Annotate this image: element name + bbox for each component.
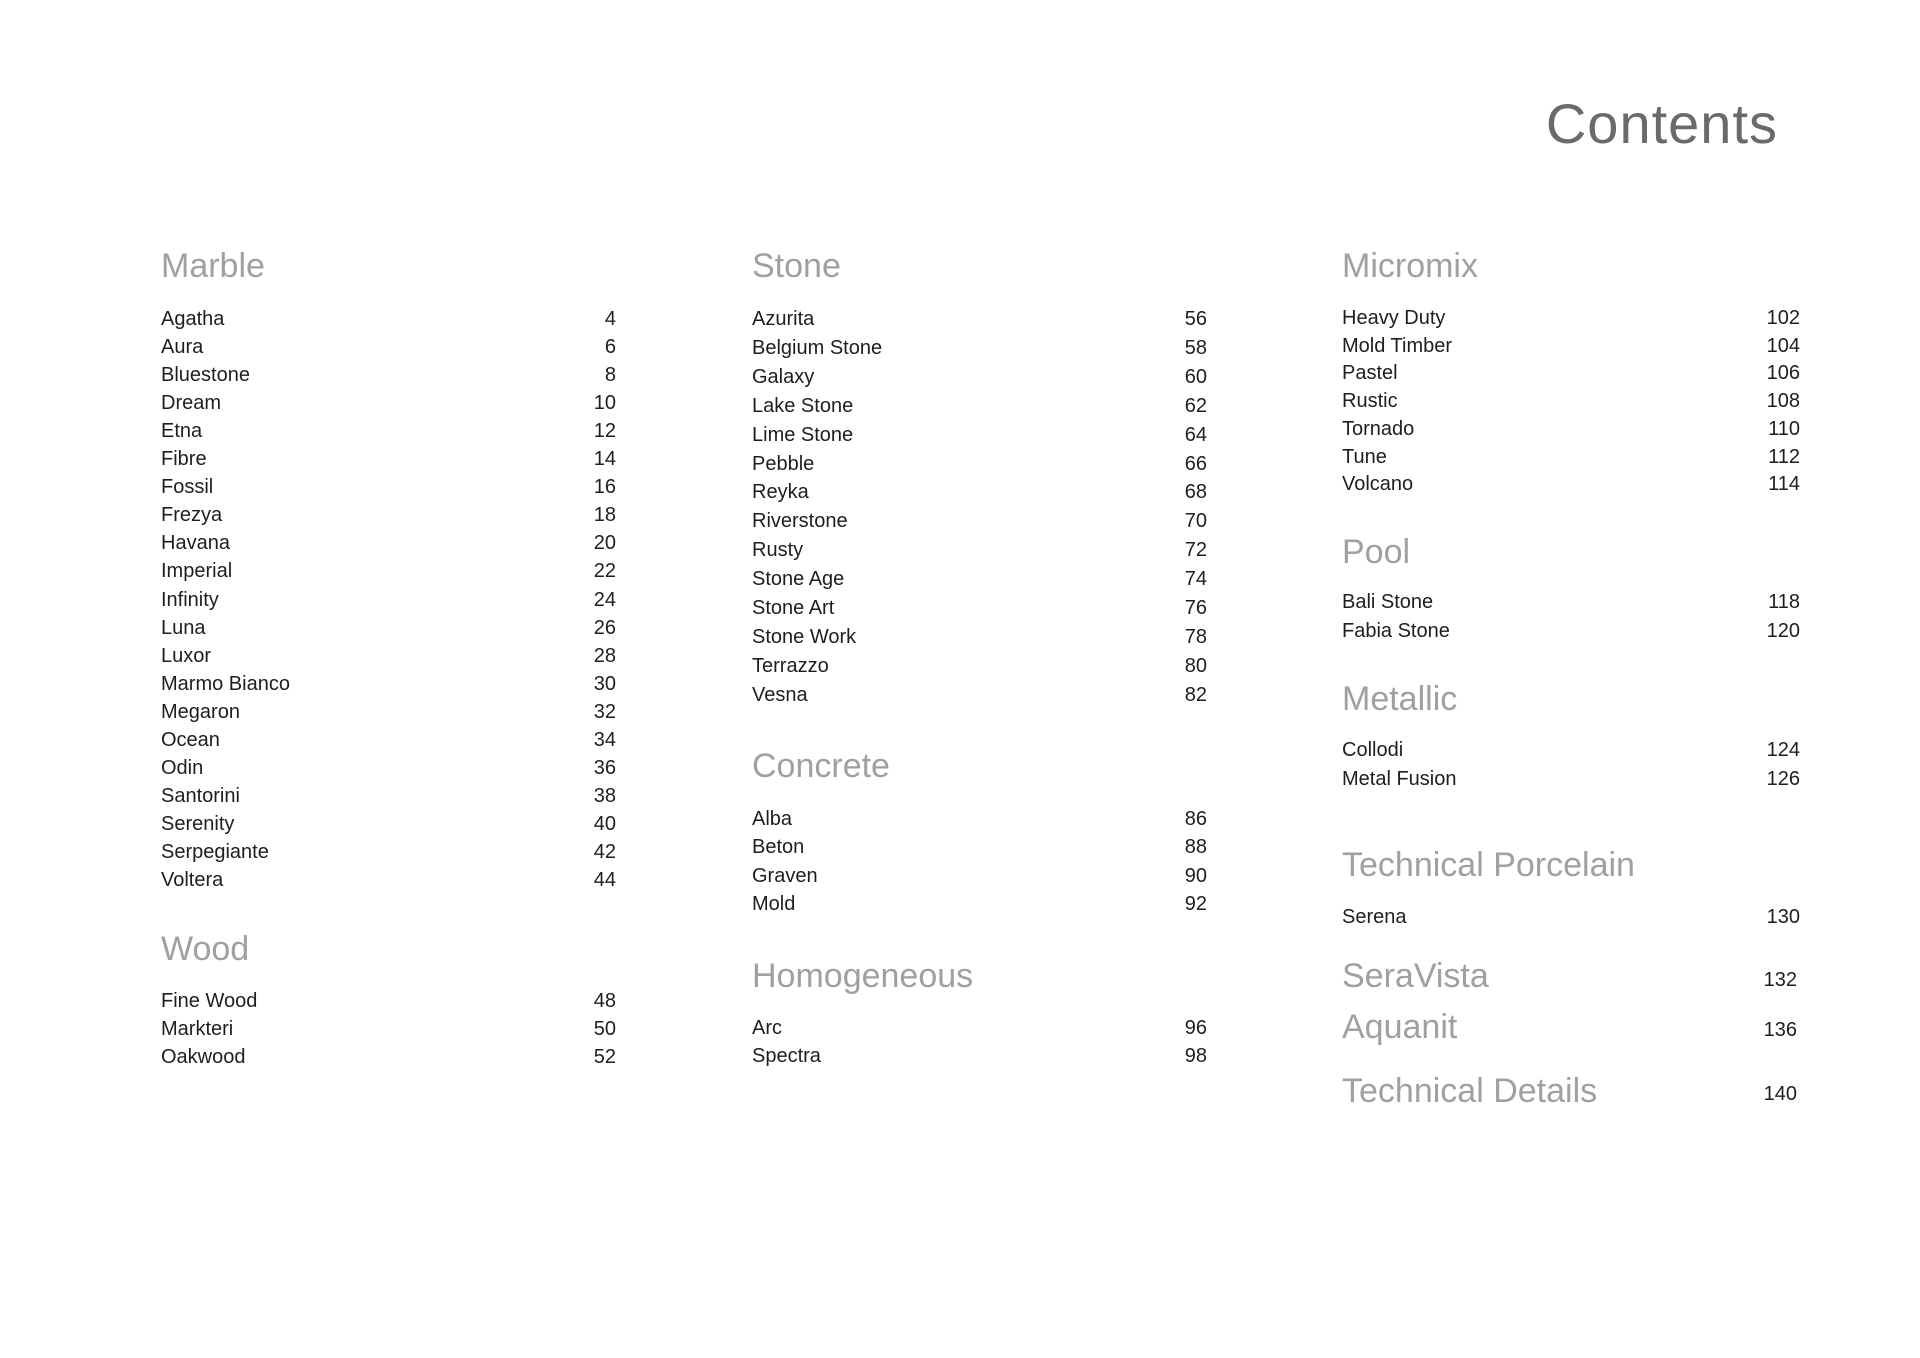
entry-page-number: 74 <box>1184 568 1207 591</box>
entry-name: Fossil <box>161 476 214 499</box>
entry-name: Riverstone <box>752 510 848 533</box>
toc-entry[interactable] <box>161 782 616 810</box>
entry-page-number: 8 <box>604 364 616 387</box>
entry-page-number: 24 <box>593 588 616 611</box>
entry-page-number: 90 <box>1184 864 1207 887</box>
toc-entry[interactable] <box>752 305 1207 333</box>
entry-page-number: 40 <box>593 812 616 835</box>
toc-entry[interactable] <box>1342 415 1800 443</box>
entry-name: Dream <box>161 392 222 415</box>
section-heading-marble: Marble <box>161 247 265 285</box>
toc-entry[interactable] <box>161 557 616 585</box>
entry-name: Beton <box>752 836 805 859</box>
entry-page-number: 4 <box>604 308 616 330</box>
entry-page-number: 96 <box>1184 1017 1207 1039</box>
toc-entry[interactable] <box>752 652 1207 680</box>
toc-entry[interactable] <box>161 838 616 866</box>
entry-page-number: 12 <box>593 420 616 443</box>
toc-entry[interactable] <box>1342 617 1800 645</box>
entry-name: Terrazzo <box>752 654 829 677</box>
entry-name: Lime Stone <box>752 423 854 446</box>
entry-page-number: 76 <box>1184 597 1207 619</box>
entry-name: Havana <box>161 532 230 555</box>
entry-page-number: 36 <box>593 756 616 779</box>
entry-page-number: 118 <box>1768 591 1800 613</box>
toc-entry[interactable] <box>161 333 616 361</box>
entry-page-number: 28 <box>593 644 616 667</box>
entry-page-number: 50 <box>593 1018 616 1040</box>
entry-name: Volcano <box>1342 473 1414 496</box>
toc-entry[interactable] <box>1342 332 1800 360</box>
entry-name: Vesna <box>752 683 808 706</box>
entry-page-number: 80 <box>1184 654 1207 677</box>
entry-page-number: 112 <box>1768 445 1800 468</box>
entry-page-number: 106 <box>1766 362 1800 385</box>
entry-page-number: 62 <box>1184 394 1207 417</box>
toc-entry[interactable] <box>161 1043 616 1071</box>
entry-page-number: 124 <box>1766 739 1800 761</box>
entry-page-number: 16 <box>593 476 616 499</box>
entry-page-number: 58 <box>1184 336 1207 359</box>
entry-name: Mold <box>752 893 796 916</box>
toc-entry[interactable] <box>752 805 1207 833</box>
toc-entry[interactable] <box>752 862 1207 890</box>
toc-entry[interactable] <box>752 478 1207 506</box>
toc-entry[interactable] <box>161 473 616 501</box>
page-title: Contents <box>1545 92 1778 155</box>
entry-page-number: 82 <box>1184 683 1207 706</box>
entry-name: Metal Fusion <box>1342 767 1457 790</box>
entry-page-number: 104 <box>1766 334 1800 357</box>
entry-name: Bluestone <box>161 364 250 387</box>
entry-name: Arc <box>752 1017 782 1039</box>
toc-entry[interactable] <box>161 529 616 557</box>
entry-name: Graven <box>752 864 818 887</box>
entry-page-number: 22 <box>593 560 616 583</box>
entry-page-number: 64 <box>1184 423 1207 446</box>
entry-page-number: 114 <box>1768 473 1800 496</box>
toc-entry[interactable] <box>752 833 1207 861</box>
entry-name: Stone Art <box>752 597 835 619</box>
toc-entry[interactable] <box>161 361 616 389</box>
entry-name: Stone Work <box>752 625 857 648</box>
entry-page-number: 14 <box>593 448 616 471</box>
toc-entry[interactable] <box>1342 765 1800 793</box>
entry-name: Pastel <box>1342 362 1398 385</box>
section-heading-metallic: Metallic <box>1342 680 1458 718</box>
toc-entry[interactable] <box>161 726 616 754</box>
toc-entry[interactable] <box>752 565 1207 593</box>
toc-entry[interactable] <box>161 417 616 445</box>
section-heading-aquanit[interactable]: Aquanit <box>1342 1008 1458 1046</box>
entry-name: Serena <box>1342 906 1407 928</box>
toc-entry[interactable] <box>752 890 1207 918</box>
entry-name: Luxor <box>161 644 212 667</box>
entry-name: Fibre <box>161 448 207 471</box>
entry-name: Belgium Stone <box>752 336 883 359</box>
section-heading-technical-porcelain: Technical Porcelain <box>1342 846 1635 884</box>
toc-entry[interactable] <box>161 614 616 642</box>
entry-name: Tune <box>1342 445 1387 468</box>
entry-name: Fine Wood <box>161 990 258 1012</box>
entry-name: Voltera <box>161 869 224 891</box>
entry-page-number: 108 <box>1766 390 1800 413</box>
entry-page-number: 26 <box>593 616 616 639</box>
entry-page-number: 88 <box>1184 836 1207 859</box>
toc-entry[interactable] <box>161 445 616 473</box>
toc-entry[interactable] <box>161 866 616 894</box>
entry-page-number: 66 <box>1184 452 1207 475</box>
entry-name: Galaxy <box>752 365 815 388</box>
entry-page-number: 70 <box>1184 510 1207 533</box>
section-heading-wood: Wood <box>161 930 250 968</box>
entry-name: Alba <box>752 808 793 830</box>
toc-entry[interactable] <box>1342 359 1800 387</box>
toc-entry[interactable] <box>161 670 616 698</box>
toc-entry[interactable] <box>161 586 616 614</box>
toc-entry[interactable] <box>752 363 1207 391</box>
entry-name: Oakwood <box>161 1046 246 1068</box>
section-heading-technical-details[interactable]: Technical Details <box>1342 1072 1598 1110</box>
entry-page-number: 120 <box>1766 620 1800 642</box>
toc-entry[interactable] <box>752 421 1207 449</box>
toc-entry[interactable] <box>161 1015 616 1043</box>
entry-page-number: 72 <box>1184 539 1207 562</box>
section-heading-stone: Stone <box>752 247 841 285</box>
section-heading-pool: Pool <box>1342 533 1411 571</box>
entry-page-number: 130 <box>1766 906 1800 928</box>
entry-name: Infinity <box>161 588 219 611</box>
entry-name: Serenity <box>161 812 235 835</box>
entry-name: Markteri <box>161 1018 234 1040</box>
section-heading-seravista[interactable]: SeraVista <box>1342 957 1489 995</box>
entry-name: Mold Timber <box>1342 334 1453 357</box>
entry-name: Imperial <box>161 560 233 583</box>
entry-page-number: 60 <box>1184 365 1207 388</box>
toc-entry[interactable] <box>752 623 1207 651</box>
toc-entry[interactable] <box>1342 736 1800 764</box>
toc-entry[interactable] <box>752 507 1207 535</box>
toc-entry[interactable] <box>752 536 1207 564</box>
toc-entry[interactable] <box>1342 443 1800 471</box>
toc-entry[interactable] <box>1342 588 1800 616</box>
entry-name: Agatha <box>161 308 225 330</box>
section-heading-homogeneous: Homogeneous <box>752 957 974 995</box>
section-page-number: 140 <box>1763 1083 1797 1105</box>
toc-entry[interactable] <box>161 501 616 529</box>
toc-entry[interactable] <box>752 681 1207 709</box>
entry-name: Megaron <box>161 700 240 723</box>
entry-name: Stone Age <box>752 568 845 591</box>
toc-entry[interactable] <box>752 392 1207 420</box>
entry-name: Bali Stone <box>1342 591 1434 613</box>
entry-page-number: 56 <box>1184 308 1207 330</box>
entry-name: Ocean <box>161 728 220 751</box>
entry-page-number: 48 <box>593 990 616 1012</box>
toc-entry[interactable] <box>161 987 616 1015</box>
entry-page-number: 10 <box>593 392 616 415</box>
entry-page-number: 102 <box>1766 307 1800 329</box>
entry-page-number: 42 <box>593 840 616 863</box>
entry-name: Rusty <box>752 539 804 562</box>
entry-page-number: 92 <box>1184 893 1207 916</box>
toc-entry[interactable] <box>1342 304 1800 332</box>
entry-name: Tornado <box>1342 417 1415 440</box>
entry-name: Etna <box>161 420 203 443</box>
toc-entry[interactable] <box>1342 470 1800 498</box>
entry-name: Azurita <box>752 308 815 330</box>
section-heading-concrete: Concrete <box>752 747 890 785</box>
entry-name: Heavy Duty <box>1342 307 1446 329</box>
toc-entry[interactable] <box>1342 387 1800 415</box>
entry-page-number: 20 <box>593 532 616 555</box>
entry-page-number: 52 <box>593 1046 616 1068</box>
toc-entry[interactable] <box>752 1042 1207 1070</box>
entry-page-number: 98 <box>1184 1045 1207 1067</box>
entry-page-number: 86 <box>1184 808 1207 830</box>
entry-page-number: 18 <box>593 504 616 527</box>
entry-name: Frezya <box>161 504 223 527</box>
toc-entry[interactable] <box>752 450 1207 478</box>
entry-page-number: 68 <box>1184 481 1207 504</box>
entry-page-number: 32 <box>593 700 616 723</box>
entry-page-number: 6 <box>604 336 616 359</box>
entry-page-number: 38 <box>593 784 616 807</box>
toc-entry[interactable] <box>161 698 616 726</box>
entry-name: Aura <box>161 336 204 359</box>
section-page-number: 132 <box>1763 969 1797 991</box>
toc-entry[interactable] <box>161 642 616 670</box>
section-page-number: 136 <box>1763 1019 1797 1041</box>
entry-name: Odin <box>161 756 204 779</box>
toc-entry[interactable] <box>752 334 1207 362</box>
entry-name: Luna <box>161 616 206 639</box>
entry-name: Spectra <box>752 1045 821 1067</box>
entry-name: Lake Stone <box>752 394 854 417</box>
entry-page-number: 78 <box>1184 625 1207 648</box>
entry-page-number: 44 <box>593 869 616 891</box>
entry-page-number: 110 <box>1768 417 1800 440</box>
entry-name: Pebble <box>752 452 815 475</box>
entry-name: Marmo Bianco <box>161 672 290 695</box>
entry-name: Serpegiante <box>161 840 269 863</box>
toc-entry[interactable] <box>161 389 616 417</box>
entry-name: Fabia Stone <box>1342 620 1450 642</box>
toc-entry[interactable] <box>161 810 616 838</box>
entry-name: Santorini <box>161 784 240 807</box>
toc-entry[interactable] <box>1342 903 1800 931</box>
toc-entry[interactable] <box>752 1014 1207 1042</box>
entry-page-number: 30 <box>593 672 616 695</box>
entry-page-number: 34 <box>593 728 616 751</box>
entry-name: Rustic <box>1342 390 1398 413</box>
section-heading-micromix: Micromix <box>1342 247 1478 285</box>
entry-name: Reyka <box>752 481 809 504</box>
toc-entry[interactable] <box>161 305 616 333</box>
toc-entry[interactable] <box>752 594 1207 622</box>
entry-page-number: 126 <box>1766 767 1800 790</box>
toc-entry[interactable] <box>161 754 616 782</box>
entry-name: Collodi <box>1342 739 1404 761</box>
